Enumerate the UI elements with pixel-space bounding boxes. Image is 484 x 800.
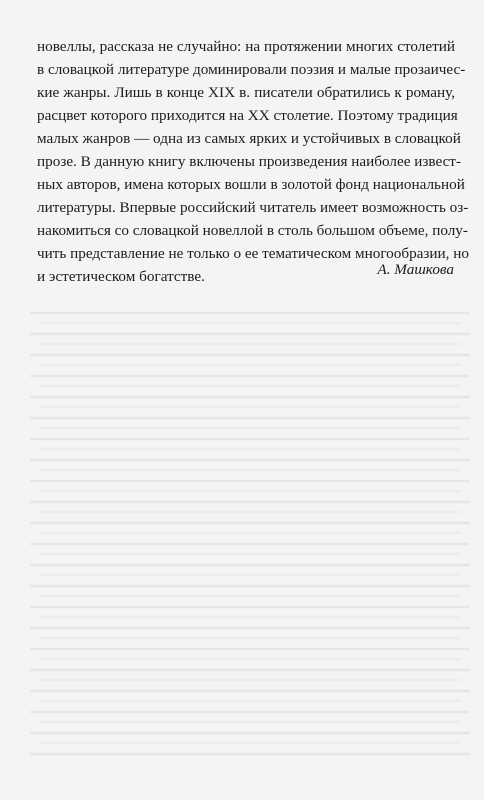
preface-paragraph	[37, 35, 469, 288]
text-line: расцвет которого приходится на XX столетие. Поэтому традиция	[37, 107, 458, 124]
text-line: чить представление не только о ее тематическом многообразии, но	[37, 245, 469, 262]
text-line: литературы. Впервые российский читатель имеет возможность оз-	[37, 199, 469, 216]
text-line: малых жанров — одна из самых ярких и устойчивых в словацкой	[37, 130, 461, 147]
text-line: кие жанры. Лишь в конце XIX в. писатели обратились к роману,	[37, 84, 455, 101]
text-line: новеллы, рассказа не случайно: на протяжении многих столетий	[37, 38, 455, 55]
text-line: накомиться со словацкой новеллой в столь большом объеме, полу-	[37, 222, 468, 239]
text-line: ных авторов, имена которых вошли в золотой фонд национальной	[37, 176, 465, 193]
bleed-through-texture	[40, 312, 460, 762]
text-line: в словацкой литературе доминировали поэзия и малые прозаичес-	[37, 61, 466, 78]
text-line: прозе. В данную книгу включены произведения наиболее извест-	[37, 153, 462, 170]
text-line: и эстетическом богатстве.	[37, 268, 205, 285]
author-signature: А. Машкова	[377, 261, 454, 278]
